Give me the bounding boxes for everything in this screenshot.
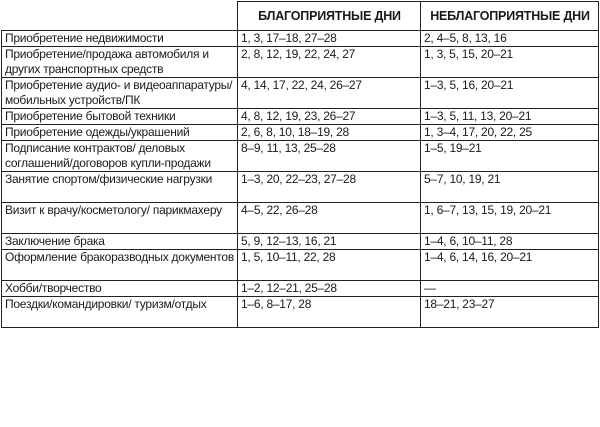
table-row bbox=[2, 250, 599, 281]
activity-cell: Занятие спортом/физические нагрузки bbox=[2, 172, 238, 203]
favorable-days-table bbox=[1, 1, 599, 328]
table-row bbox=[2, 203, 599, 234]
unfavorable-cell: 18–21, 23–27 bbox=[421, 297, 599, 328]
header-empty-cell bbox=[2, 2, 238, 31]
unfavorable-cell: — bbox=[421, 281, 599, 297]
table-row bbox=[2, 141, 599, 172]
favorable-cell: 8–9, 11, 13, 25–28 bbox=[238, 141, 421, 172]
favorable-cell: 5, 9, 12–13, 16, 21 bbox=[238, 234, 421, 250]
activity-cell: Приобретение/продажа автомобиля и других транспортных средств bbox=[2, 47, 238, 78]
unfavorable-cell: 1, 3–4, 17, 20, 22, 25 bbox=[421, 125, 599, 141]
favorable-cell: 4–5, 22, 26–28 bbox=[238, 203, 421, 234]
favorable-cell: 2, 6, 8, 10, 18–19, 28 bbox=[238, 125, 421, 141]
favorable-cell: 4, 8, 12, 19, 23, 26–27 bbox=[238, 109, 421, 125]
activity-cell: Заключение брака bbox=[2, 234, 238, 250]
unfavorable-cell: 1–4, 6, 10–11, 28 bbox=[421, 234, 599, 250]
table-row bbox=[2, 31, 599, 47]
unfavorable-cell: 1, 3, 5, 15, 20–21 bbox=[421, 47, 599, 78]
activity-cell: Приобретение аудио- и видеоаппаратуры/мобильных устройств/ПК bbox=[2, 78, 238, 109]
activity-cell: Визит к врачу/косметологу/ парикмахеру bbox=[2, 203, 238, 234]
table-row bbox=[2, 234, 599, 250]
unfavorable-cell: 1–4, 6, 14, 16, 20–21 bbox=[421, 250, 599, 281]
unfavorable-cell: 1–3, 5, 16, 20–21 bbox=[421, 78, 599, 109]
activity-cell: Оформление бракоразводных документов bbox=[2, 250, 238, 281]
table-row bbox=[2, 297, 599, 328]
table-row bbox=[2, 109, 599, 125]
table-row bbox=[2, 172, 599, 203]
activity-cell: Приобретение бытовой техники bbox=[2, 109, 238, 125]
table-row bbox=[2, 78, 599, 109]
header-row bbox=[2, 2, 599, 31]
table-row bbox=[2, 125, 599, 141]
favorable-cell: 1–2, 12–21, 25–28 bbox=[238, 281, 421, 297]
table-row bbox=[2, 47, 599, 78]
unfavorable-cell: 5–7, 10, 19, 21 bbox=[421, 172, 599, 203]
favorable-cell: 1, 5, 10–11, 22, 28 bbox=[238, 250, 421, 281]
header-favorable: БЛАГОПРИЯТНЫЕ ДНИ bbox=[238, 2, 421, 31]
unfavorable-cell: 1–3, 5, 11, 13, 20–21 bbox=[421, 109, 599, 125]
favorable-cell: 1, 3, 17–18, 27–28 bbox=[238, 31, 421, 47]
table-row bbox=[2, 281, 599, 297]
favorable-cell: 1–3, 20, 22–23, 27–28 bbox=[238, 172, 421, 203]
activity-cell: Поездки/командировки/ туризм/отдых bbox=[2, 297, 238, 328]
activity-cell: Подписание контрактов/ деловых соглашений/договоров купли-продажи bbox=[2, 141, 238, 172]
favorable-cell: 2, 8, 12, 19, 22, 24, 27 bbox=[238, 47, 421, 78]
favorable-cell: 1–6, 8–17, 28 bbox=[238, 297, 421, 328]
activity-cell: Приобретение одежды/украшений bbox=[2, 125, 238, 141]
unfavorable-cell: 1–5, 19–21 bbox=[421, 141, 599, 172]
unfavorable-cell: 2, 4–5, 8, 13, 16 bbox=[421, 31, 599, 47]
header-unfavorable: НЕБЛАГОПРИЯТНЫЕ ДНИ bbox=[421, 2, 599, 31]
activity-cell: Приобретение недвижимости bbox=[2, 31, 238, 47]
activity-cell: Хобби/творчество bbox=[2, 281, 238, 297]
favorable-cell: 4, 14, 17, 22, 24, 26–27 bbox=[238, 78, 421, 109]
unfavorable-cell: 1, 6–7, 13, 15, 19, 20–21 bbox=[421, 203, 599, 234]
